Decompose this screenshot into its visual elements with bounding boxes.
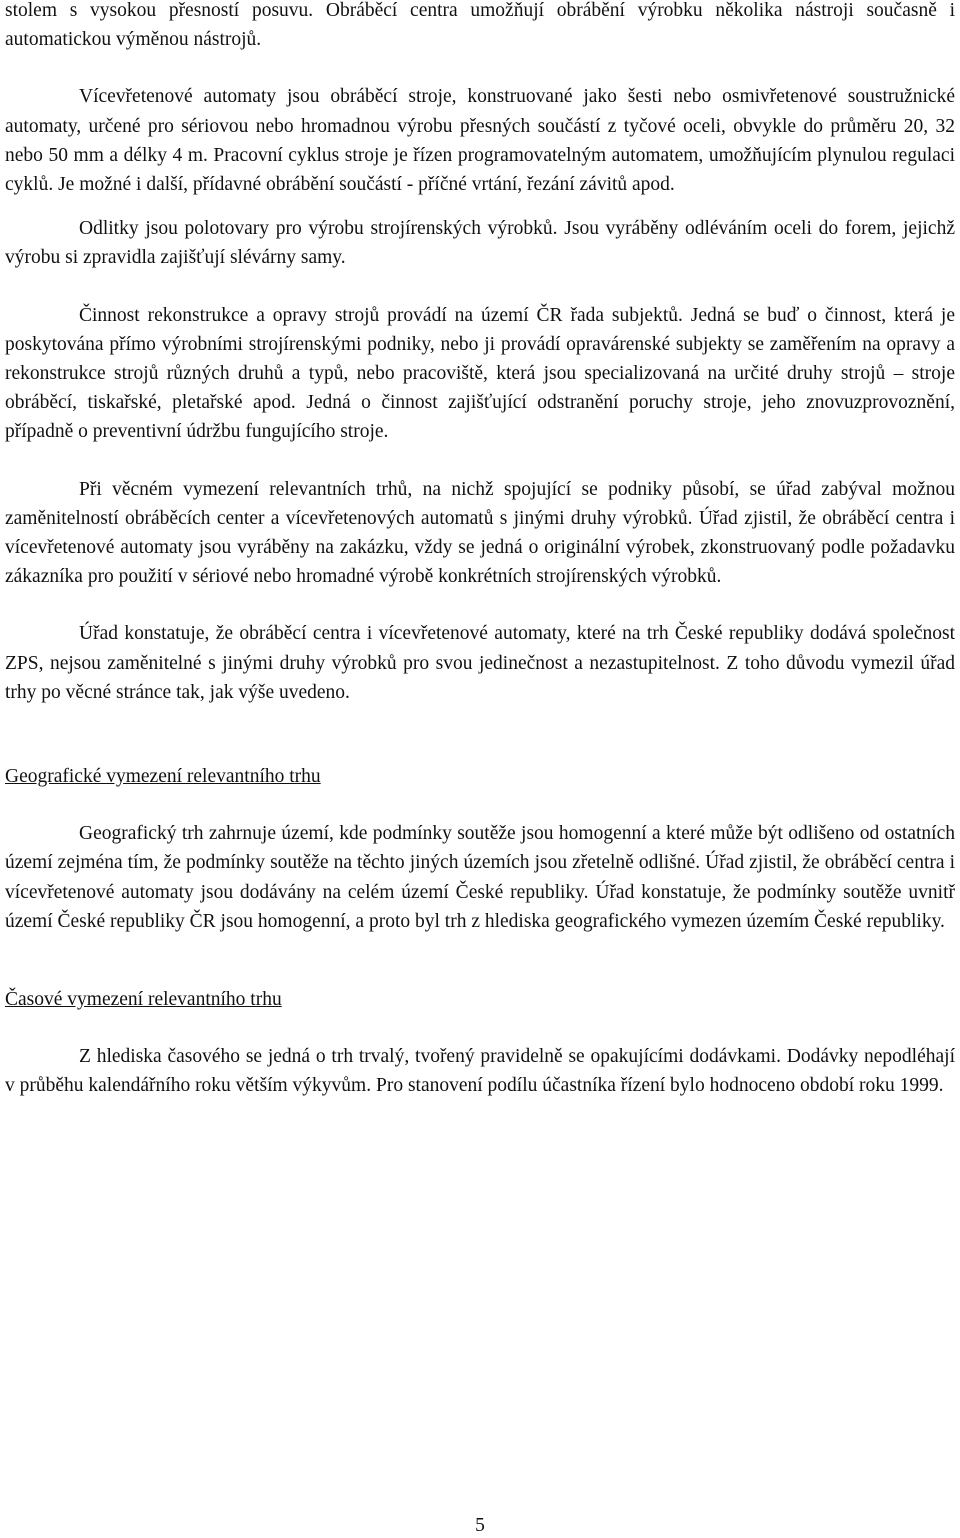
document-page [5, 0, 955, 1101]
paragraph-office-conclusion: Úřad konstatuje, že obráběcí centra i vícevřetenové automaty, které na trh České republiky dodává společnost ZPS, nejsou zaměnitelné s jinými druhy výrobků pro svou jedinečnost a nezastupitelnost. Z toho důvodu vymezil úřad trhy po věcné stránce tak, jak výše uvedeno. [5, 623, 955, 703]
paragraph-multispindle-automats: Vícevřetenové automaty jsou obráběcí stroje, konstruované jako šesti nebo osmivřetenové soustružnické automaty, určené pro sériovou nebo hromadnou výrobu přesných součástí z tyčové oceli, obvykle do průměru 20, 32 nebo 50 mm a délky 4 m. Pracovní cyklus stroje je řízen programovatelným automatem, umožňujícím plynulou regulaci cyklů. Je možné i další, přídavné obrábění součástí - příčné vrtání, řezání závitů apod. [5, 86, 955, 196]
heading-temporal-market: Časové vymezení relevantního trhu [5, 989, 282, 1011]
paragraph-machining-centers-end: stolem s vysokou přesností posuvu. Obráběcí centra umožňují obrábění výrobku několika nástroji současně i automatickou výměnou nástrojů. [5, 0, 955, 51]
paragraph-castings: Odlitky jsou polotovary pro výrobu strojírenských výrobků. Jsou vyráběny odléváním oceli do forem, jejichž výrobu si zpravidla zajišťují slévárny samy. [5, 218, 955, 269]
paragraph-product-market-definition: Při věcném vymezení relevantních trhů, na nichž spojující se podniky působí, se úřad zabýval možnou zaměnitelností obráběcích center a vícevřetenových automatů s jinými druhy výrobků. Úřad zjistil, že obráběcí centra i vícevřetenové automaty jsou vyráběny na zakázku, vždy se jedná o originální výrobek, zkonstruovaný podle požadavku zákazníka pro použití v sériové nebo hromadné výrobě konkrétních strojírenských výrobků. [5, 478, 955, 588]
paragraph-geographic-market: Geografický trh zahrnuje území, kde podmínky soutěže jsou homogenní a které může být odlišeno od ostatních území zejména tím, že podmínky soutěže na těchto jiných územích jsou zřetelně odlišné. Úřad zjistil, že obráběcí centra i vícevřetenové automaty jsou dodávány na celém území České republiky. Úřad konstatuje, že podmínky soutěže uvnitř území České republiky ČR jsou homogenní, a proto byl trh z hlediska geografického vymezen územím České republiky. [5, 823, 955, 932]
heading-geographic-market: Geografické vymezení relevantního trhu [5, 766, 321, 788]
paragraph-repairs: Činnost rekonstrukce a opravy strojů provádí na území ČR řada subjektů. Jedná se buď o činnost, která je poskytována přímo výrobními strojírenskými podniky, nebo ji provádí opravárenské subjekty se zaměřením na opravy a rekonstrukce strojů různých druhů a typů, nebo pracoviště, která jsou specializovaná na určité druhy strojů – stroje obráběcí, tiskařské, pletařské apod. Jedná o činnost zajišťující odstranění poruchy stroje, jeho znovuzprovoznění, případně o preventivní údržbu fungujícího stroje. [5, 304, 955, 443]
paragraph-temporal-market: Z hlediska časového se jedná o trh trvalý, tvořený pravidelně se opakujícími dodávkami. Dodávky nepodléhají v průběhu kalendářního roku větším výkyvům. Pro stanovení podílu účastníka řízení bylo hodnoceno období roku 1999. [5, 1046, 955, 1097]
page-number: 5 [475, 1515, 485, 1536]
